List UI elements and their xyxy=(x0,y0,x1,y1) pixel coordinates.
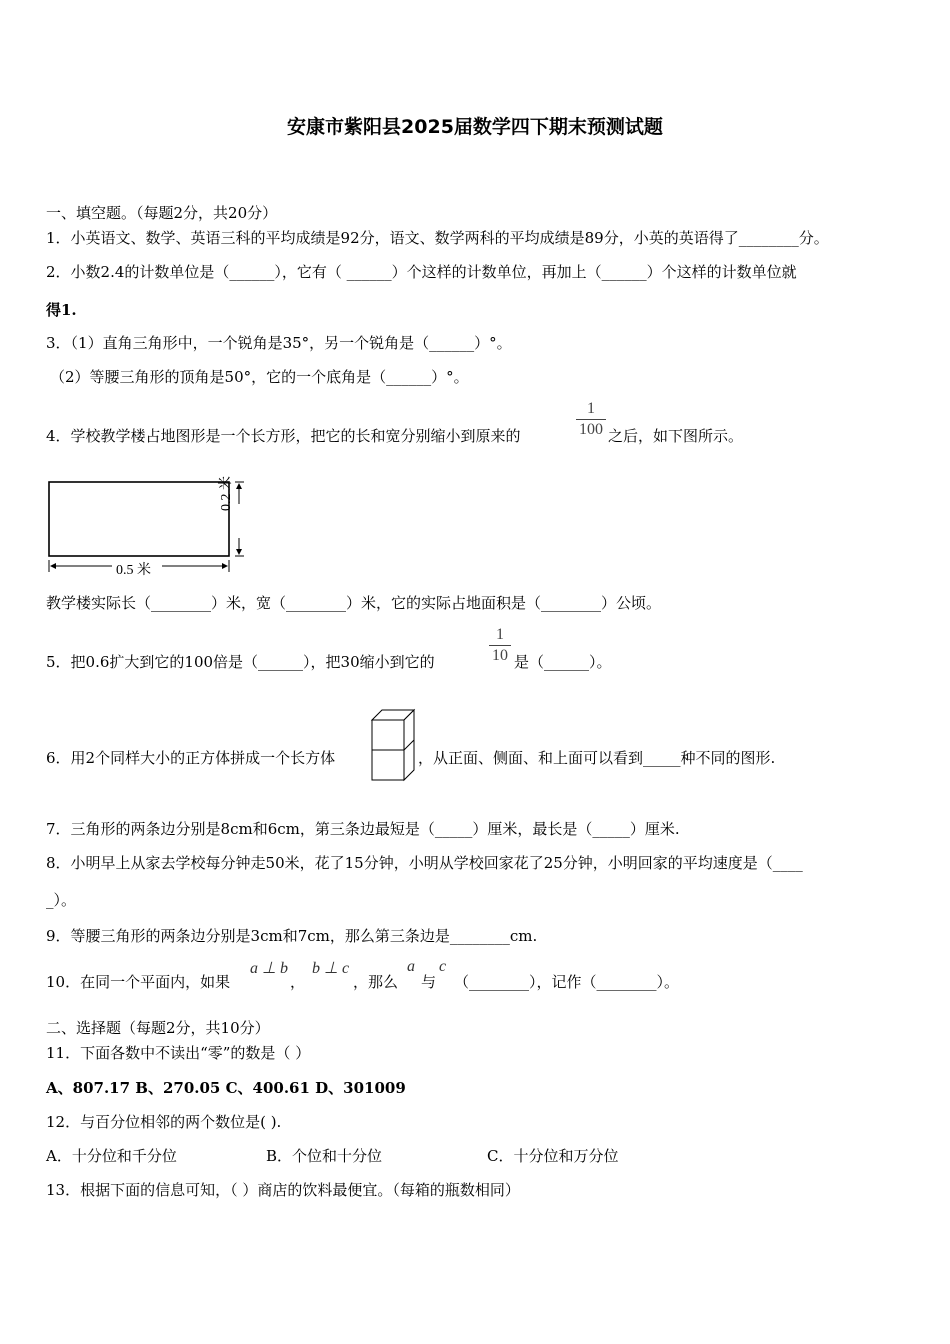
question-11: 11．下面各数中不读出“零”的数是（ ） xyxy=(46,1044,311,1062)
height-label: 0.2 米 xyxy=(219,476,234,511)
question-12-option-a: A．十分位和千分位 xyxy=(46,1147,177,1165)
question-10-expr-2: b ⊥ c xyxy=(312,960,350,977)
question-12: 12．与百分位相邻的两个数位是( ). xyxy=(46,1113,282,1131)
page-title: 安康市紫阳县2025届数学四下期末预测试题 xyxy=(287,116,663,138)
question-7: 7．三角形的两条边分别是8cm和6cm，第三条边最短是（_____）厘米，最长是（_____）厘米. xyxy=(46,820,680,838)
question-3-line-1: 3．（1）直角三角形中，一个锐角是35°，另一个锐角是（______）°。 xyxy=(46,334,512,352)
question-5-before: 5．把0.6扩大到它的100倍是（______），把30缩小到它的 xyxy=(46,653,435,671)
question-2-line-1: 2．小数2.4的计数单位是（______），它有（ ______）个这样的计数单位，再加上（______）个这样的计数单位就 xyxy=(46,263,797,281)
question-5-fraction xyxy=(489,626,511,665)
question-2-line-2: 得1. xyxy=(46,301,77,319)
section-1-header: 一、填空题。（每题2分，共20分） xyxy=(46,204,278,222)
question-10-var-a: a xyxy=(407,958,415,975)
question-10-var-c: c xyxy=(439,958,447,975)
width-label: 0.5 米 xyxy=(116,563,151,578)
question-4-before: 4．学校教学楼占地图形是一个长方形，把它的长和宽分别缩小到原来的 xyxy=(46,427,521,445)
cuboid-figure xyxy=(371,708,417,782)
question-11-options: A、807.17 B、270.05 C、400.61 D、301009 xyxy=(46,1079,406,1097)
question-10-part-e: （________），记作（________）。 xyxy=(454,973,680,991)
question-3-line-2: （2）等腰三角形的顶角是50°，它的一个底角是（______）°。 xyxy=(50,368,469,386)
question-10-part-d: 与 xyxy=(421,973,437,991)
cube-top xyxy=(372,720,404,750)
question-1: 1．小英语文、数学、英语三科的平均成绩是92分，语文、数学两科的平均成绩是89分，小英的英语得了________分。 xyxy=(46,229,829,247)
question-8-line-2: _）。 xyxy=(46,891,77,909)
fraction-bar xyxy=(489,645,511,646)
fraction-bar xyxy=(576,419,606,420)
section-2-header: 二、选择题（每题2分，共10分） xyxy=(46,1019,270,1037)
question-5-after: 是（______）。 xyxy=(514,653,612,671)
question-12-option-b: B．个位和十分位 xyxy=(266,1147,383,1165)
cube-bottom xyxy=(372,750,404,780)
question-10-part-c: ，那么 xyxy=(353,973,399,991)
question-13: 13．根据下面的信息可知，（ ）商店的饮料最便宜。（每箱的瓶数相同） xyxy=(46,1181,520,1199)
question-10-expr-1: a ⊥ b xyxy=(250,960,288,977)
fraction-denominator: 100 xyxy=(579,421,603,438)
question-12-option-c: C．十分位和万分位 xyxy=(487,1147,619,1165)
question-9: 9．等腰三角形的两条边分别是3cm和7cm，那么第三条边是________cm. xyxy=(46,927,538,945)
fraction-denominator: 10 xyxy=(492,647,508,664)
question-6-before: 6．用2个同样大小的正方体拼成一个长方体 xyxy=(46,749,336,767)
rectangle-shape xyxy=(49,482,229,556)
question-10-part-a: 10．在同一个平面内，如果 xyxy=(46,973,231,991)
fraction-numerator: 1 xyxy=(496,626,504,643)
question-4-fraction xyxy=(576,400,606,439)
question-8-line-1: 8．小明早上从家去学校每分钟走50米，花了15分钟，小明从学校回家花了25分钟，小明回家的平均速度是（____ xyxy=(46,854,803,872)
question-4-text xyxy=(46,426,521,446)
fraction-numerator: 1 xyxy=(587,400,595,417)
question-4-after: 之后，如下图所示。 xyxy=(608,427,744,445)
question-6-after: ，从正面、侧面、和上面可以看到_____种不同的图形. xyxy=(418,749,776,767)
question-4-answer: 教学楼实际长（________）米，宽（________）米，它的实际占地面积是（________）公顷。 xyxy=(46,594,662,612)
question-10-part-b: ， xyxy=(290,973,306,991)
